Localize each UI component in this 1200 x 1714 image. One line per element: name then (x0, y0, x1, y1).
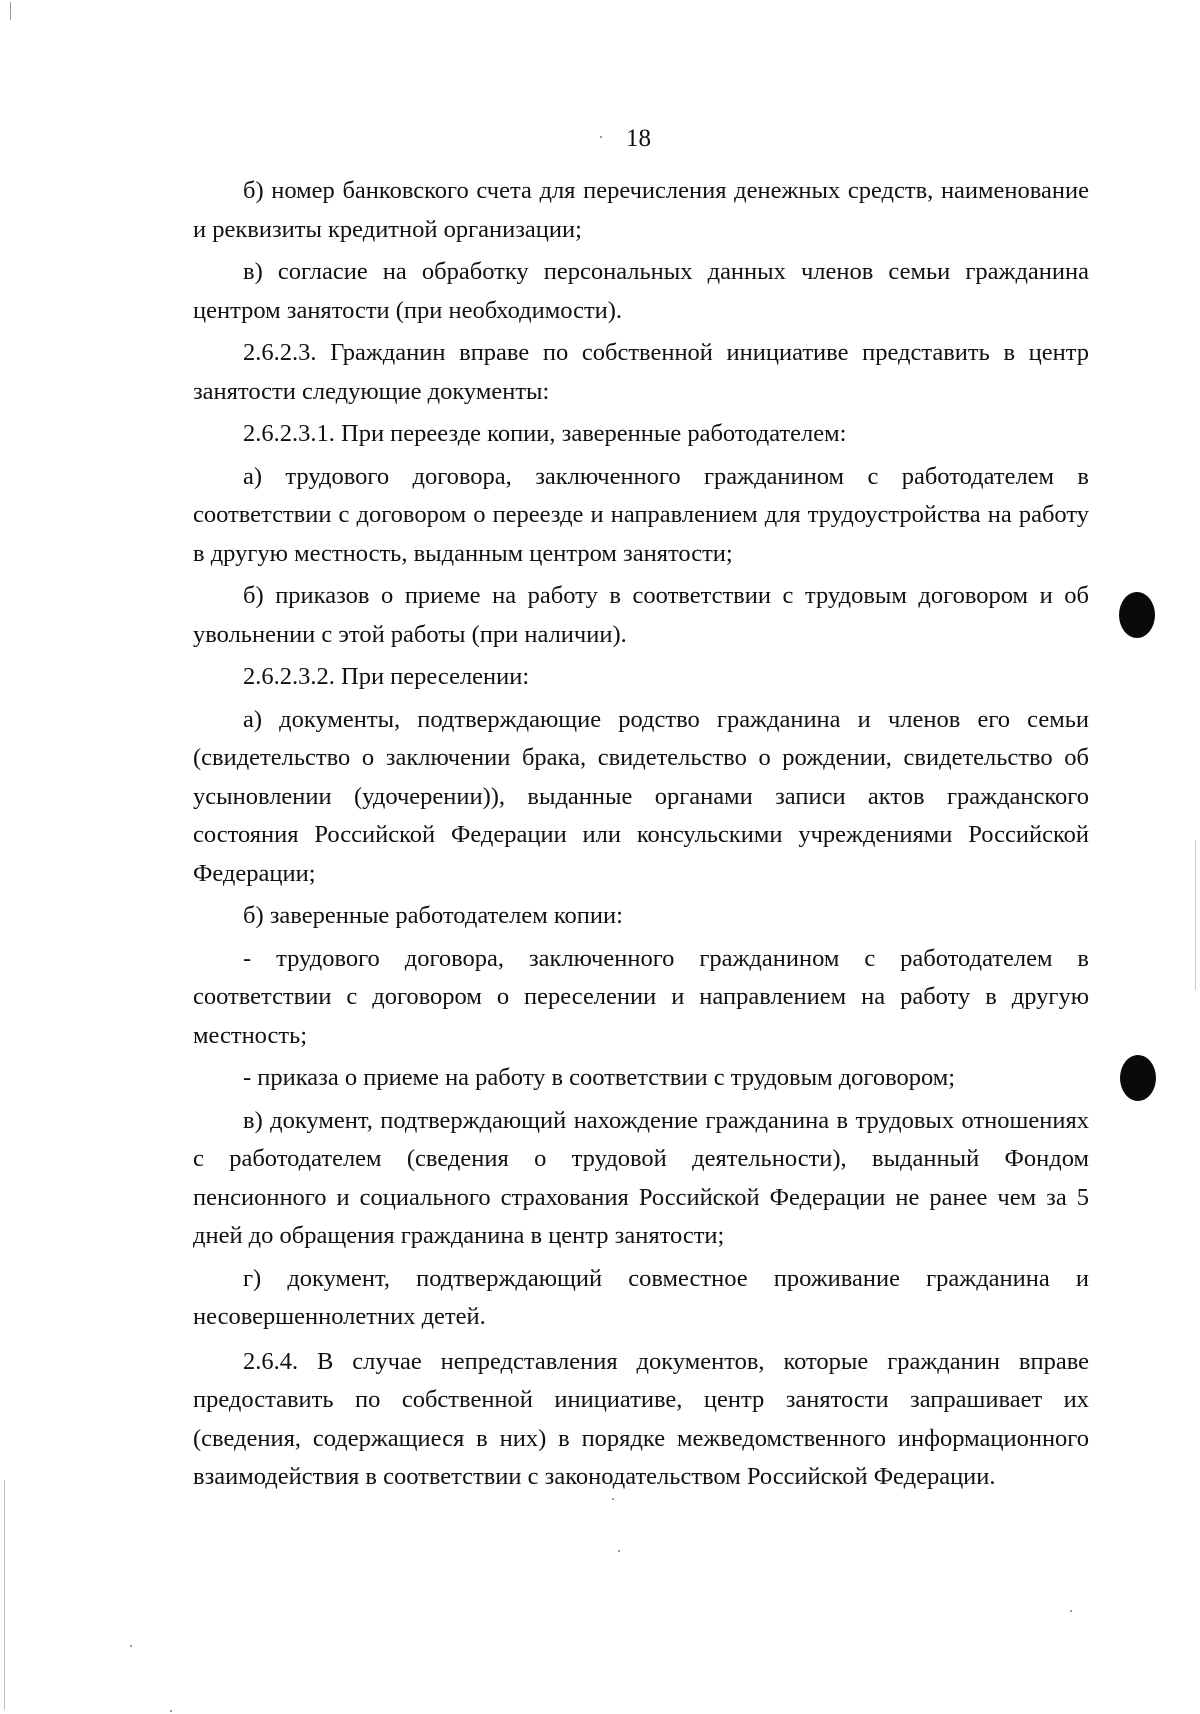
paragraph: а) документы, подтверждающие родство гражданина и членов его семьи (свидетельство о заключении брака, свидетельство о рождении, свидетельство об усыновлении (удочерении)), выданные органами записи актов гражданского состояния Российской Федерации или консульскими учреждениями Российской Федерации; (193, 705, 1089, 887)
paragraph: б) номер банковского счета для перечисления денежных средств, наименование и реквизиты кредитной организации; (193, 177, 1089, 243)
punch-hole (1120, 1055, 1156, 1101)
scan-speck (1070, 1610, 1072, 1612)
paragraph: - приказа о приеме на работу в соответствии с трудовым договором; (243, 1064, 956, 1091)
scan-speck (130, 1645, 132, 1647)
scan-artifact (10, 2, 11, 20)
scan-speck (612, 1498, 614, 1500)
paragraph: в) документ, подтверждающий нахождение гражданина в трудовых отношениях с работодателем (сведения о трудовой деятельности), выданный Фондом пенсионного и социального страхования Российской Федерации не ранее чем за 5 дней до обращения гражданина в центр занятости; (193, 1106, 1089, 1249)
paragraph: в) согласие на обработку персональных данных членов семьи гражданина центром занятости (при необходимости). (193, 258, 1089, 324)
paragraph: - трудового договора, заключенного гражданином с работодателем в соответствии с договором о переселении и направлением на работу в другую местность; (193, 944, 1089, 1049)
document-body (193, 172, 1089, 1497)
page-number: 18 (626, 125, 651, 152)
paragraph: г) документ, подтверждающий совместное проживание гражданина и несовершеннолетних детей. (193, 1264, 1089, 1330)
scan-artifact (4, 1480, 5, 1710)
scan-speck (170, 1710, 172, 1712)
paragraph: б) приказов о приеме на работу в соответствии с трудовым договором и об увольнении с этой работы (при наличии). (193, 582, 1089, 648)
punch-hole (1119, 592, 1155, 638)
paragraph: 2.6.2.3.1. При переезде копии, заверенные работодателем: (243, 420, 847, 447)
paragraph: 2.6.4. В случае непредставления документов, которые гражданин вправе предоставить по собственной инициативе, центр занятости запрашивает их (сведения, содержащиеся в них) в порядке межведомственного информационного взаимодействия в соответствии с законодательством Российской Федерации. (193, 1347, 1089, 1490)
paragraph: 2.6.2.3. Гражданин вправе по собственной инициативе представить в центр занятости следующие документы: (193, 339, 1089, 405)
paragraph: б) заверенные работодателем копии: (243, 902, 623, 929)
scan-speck (618, 1550, 620, 1552)
paragraph: а) трудового договора, заключенного гражданином с работодателем в соответствии с договором о переезде и направлением для трудоустройства на работу в другую местность, выданным центром занятости; (193, 462, 1089, 567)
scan-artifact (1195, 840, 1196, 990)
paragraph: 2.6.2.3.2. При переселении: (243, 663, 530, 690)
scan-speck (600, 136, 602, 138)
